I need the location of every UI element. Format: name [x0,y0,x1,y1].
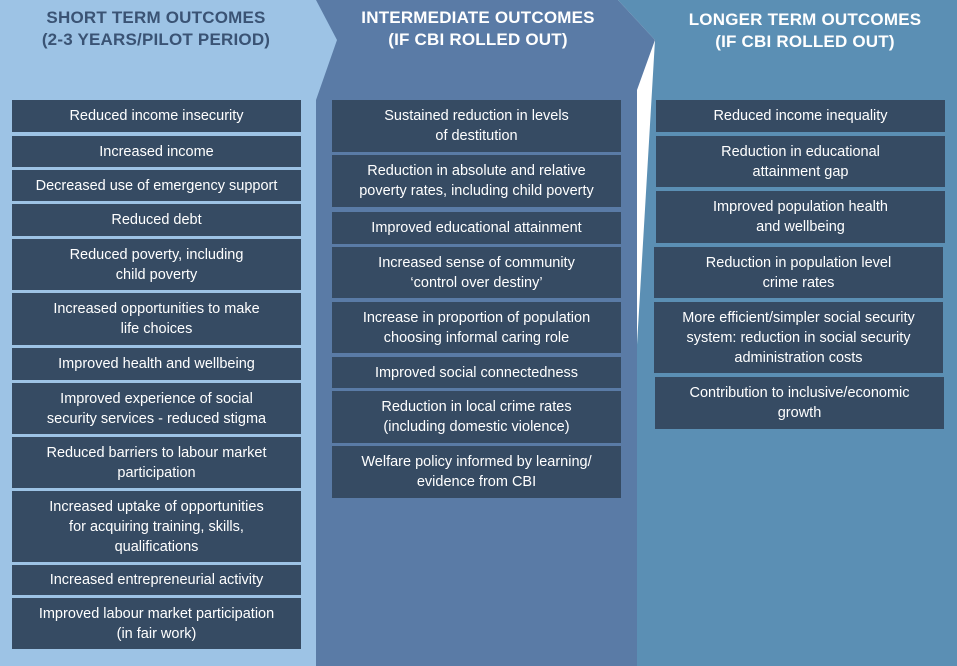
outcome-label: Reduced income inequality [713,108,888,124]
outcome-box [332,391,621,443]
outcome-box [656,136,945,187]
outcome-box [656,100,945,132]
outcome-label: Increased opportunities to make life choices [53,301,260,337]
outcome-label: Improved population health and wellbeing [713,199,888,235]
outcome-label: Improved health and wellbeing [58,356,255,372]
outcome-box [332,357,621,388]
short-term-header [0,7,312,51]
outcome-box [12,293,301,345]
outcome-label: Reduction in population level crime rates [705,254,892,291]
outcome-box [12,136,301,167]
outcome-label: Increased entrepreneurial activity [49,572,264,588]
outcome-box [12,170,301,201]
outcome-box [656,191,945,243]
outcome-label: Improved educational attainment [371,220,582,236]
outcome-box [332,155,621,207]
outcome-box [12,565,301,595]
outcome-box [12,383,301,434]
outcome-label: Decreased use of emergency support [35,177,278,194]
outcome-box [12,598,301,649]
longer-term-header-line2: (IF CBI ROLLED OUT) [715,32,895,51]
outcome-label: Increase in proportion of population choosing informal caring role [362,309,591,346]
outcome-label: Improved social connectedness [374,364,579,381]
outcome-box [12,491,301,562]
outcome-label: Improved experience of social security services - reduced stigma [46,390,267,427]
outcome-label: Reduced poverty, including child poverty [69,246,244,283]
outcome-label: Contribution to inclusive/economic growth [689,385,910,421]
outcome-label: Reduction in local crime rates (including domestic violence) [381,399,572,435]
intermediate-header-line1: INTERMEDIATE OUTCOMES [361,8,595,27]
longer-term-header [655,9,955,53]
outcome-box [332,100,621,152]
outcome-box [12,348,301,380]
outcome-label: Reduction in educational attainment gap [721,143,880,180]
outcome-label: Increased sense of community ‘control over destiny’ [378,254,575,291]
longer-term-header-line1: LONGER TERM OUTCOMES [688,10,922,29]
outcome-box [655,377,944,429]
outcome-label: More efficient/simpler social security system: reduction in social security administration costs [682,309,915,366]
intermediate-header [318,7,638,51]
outcome-label: Welfare policy informed by learning/ evidence from CBI [361,454,592,490]
outcome-label: Reduced debt [111,212,202,228]
outcome-label: Increased income [99,143,214,160]
outcome-label: Increased uptake of opportunities for acquiring training, skills, qualifications [49,498,264,555]
outcome-box [12,437,301,488]
outcome-label: Improved labour market participation (in fair work) [38,605,275,642]
outcome-box [654,247,943,298]
outcome-label: Sustained reduction in levels of destitution [384,108,569,144]
outcome-box [332,212,621,244]
short-term-header-line2: (2-3 YEARS/PILOT PERIOD) [41,30,271,49]
outcome-box [332,247,621,298]
outcome-label: Reduction in absolute and relative poverty rates, including child poverty [359,163,594,199]
intermediate-header-line2: (IF CBI ROLLED OUT) [388,30,568,49]
outcome-box [654,302,943,373]
outcome-box [332,446,621,498]
outcome-box [12,100,301,132]
outcome-box [332,302,621,353]
outcome-label: Reduced barriers to labour market participation [46,444,267,481]
short-term-header-line1: SHORT TERM OUTCOMES [46,8,266,27]
outcome-label: Reduced income insecurity [69,108,244,124]
outcome-box [12,239,301,290]
outcome-box [12,204,301,236]
